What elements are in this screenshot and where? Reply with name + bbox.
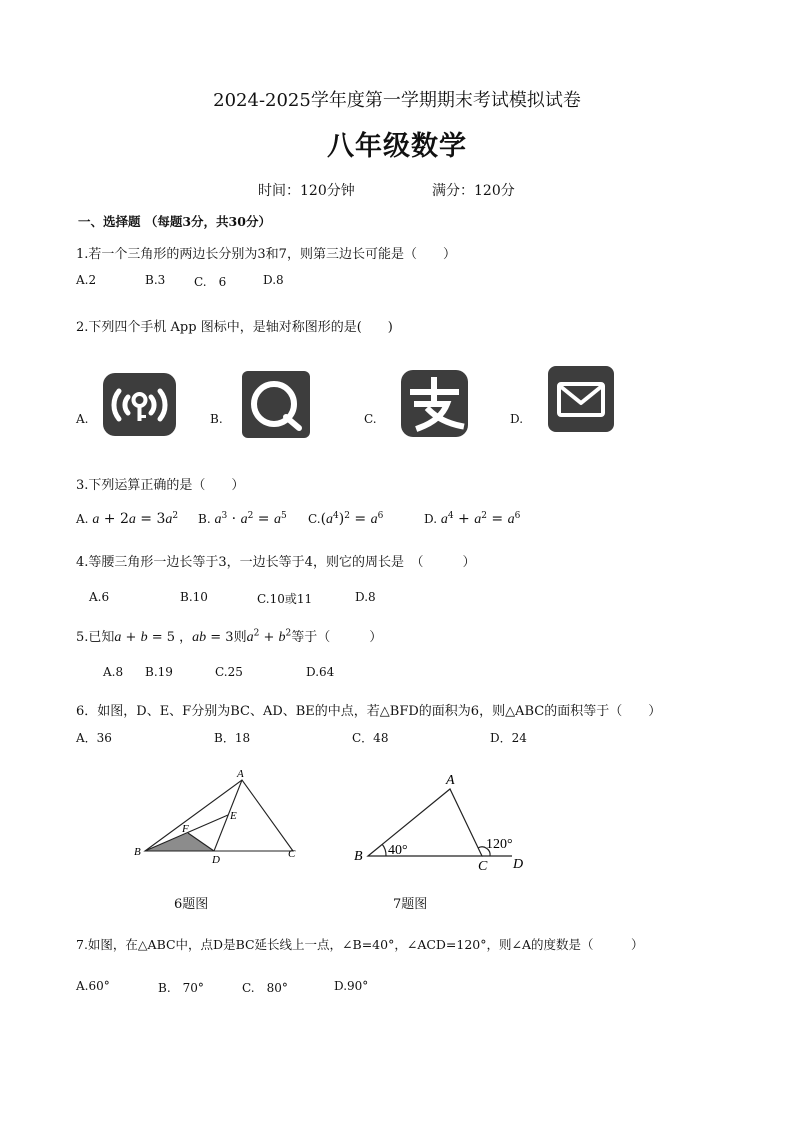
q7-option-a: A.60°	[76, 979, 110, 993]
q5-option-d: D.64	[306, 665, 335, 679]
q3-option-d: D. $a^4 + a^2 = a^6$	[424, 511, 521, 527]
angle-acd-label: 120°	[486, 837, 513, 852]
q7-option-c: C. 80°	[242, 981, 288, 995]
q2-option-d: D.	[510, 412, 524, 426]
q5-option-a: A.8	[103, 665, 124, 679]
full-score: 满分：120分	[432, 183, 515, 199]
q3-option-a-expr: a	[92, 512, 100, 527]
q2-option-a: A.	[76, 412, 89, 426]
q4-option-d: D.8	[355, 590, 376, 604]
q6-option-a: A．36	[76, 731, 112, 745]
q3-option-a: A. $a + 2a = 3a^2$	[76, 511, 179, 527]
alipay-icon	[401, 370, 468, 437]
q1-option-b: B.3	[145, 273, 166, 287]
q3-option-d-label: D.	[424, 512, 438, 526]
exam-title: 2024-2025学年度第一学期期末考试模拟试卷	[213, 90, 581, 111]
label-d: D	[212, 854, 220, 866]
q4-option-b: B.10	[180, 590, 208, 604]
q3-option-c: $C.(a^4)^2 = a^6$	[308, 511, 384, 527]
label-e: E	[230, 810, 237, 822]
question-6-stem: 6．如图，D、E、F分别为BC、AD、BE的中点，若△BFD的面积为6，则△ABC的面积等于（ ）	[76, 704, 662, 719]
figure-7-triangle	[350, 768, 535, 878]
label-a: A	[237, 768, 244, 780]
q5-option-b: B.19	[145, 665, 173, 679]
q6-option-c: C．48	[352, 731, 389, 745]
q6-option-b: B．18	[214, 731, 251, 745]
q3-option-b: B. $a^3 \cdot a^2 = a^5$	[198, 511, 287, 527]
q3-option-c-label: C.	[308, 512, 321, 526]
q1-option-d: D.8	[263, 273, 284, 287]
question-2-stem: 2.下列四个手机 App 图标中，是轴对称图形的是( )	[76, 320, 393, 335]
quark-search-icon	[242, 371, 310, 438]
figure-6-caption: 6题图	[174, 897, 209, 912]
question-1-stem: 1.若一个三角形的两边长分别为3和7，则第三边长可能是（ ）	[76, 247, 456, 262]
q2-option-c: C.	[364, 412, 377, 426]
angle-b-label: 40°	[388, 843, 408, 858]
subject-title: 八年级数学	[327, 131, 467, 162]
question-7-stem: 7.如图，在△ABC中，点D是BC延长线上一点，∠B=40°，∠ACD=120°，则∠A的度数是（ ）	[76, 937, 644, 952]
q1-option-c: C. 6	[194, 275, 227, 289]
question-3-stem: 3.下列运算正确的是（ ）	[76, 478, 245, 493]
label-c: C	[288, 848, 296, 860]
q4-option-c: C.10或11	[257, 592, 313, 606]
q1-option-a: A.2	[76, 273, 97, 287]
label-c: C	[478, 859, 488, 874]
label-f: F	[182, 823, 189, 835]
question-4-stem: 4.等腰三角形一边长等于3，一边长等于4，则它的周长是 （ ）	[76, 555, 476, 570]
mail-icon	[548, 366, 614, 432]
label-b: B	[134, 846, 141, 858]
label-b: B	[354, 849, 363, 864]
wifi-key-icon	[103, 373, 176, 436]
question-5-stem: 5.已知a + b = 5 ，ab = 3则$a^2 + b^2$等于（ ）	[76, 628, 383, 645]
q4-option-a: A.6	[89, 590, 110, 604]
q7-option-d: D.90°	[334, 979, 369, 993]
q3-option-b-label: B.	[198, 512, 211, 526]
q2-option-b: B.	[210, 412, 223, 426]
q5-option-c: C.25	[215, 665, 243, 679]
section-heading: 一、选择题 （每题3分，共30分）	[78, 214, 271, 229]
label-d: D	[513, 857, 524, 872]
q3-option-a-label: A.	[76, 512, 89, 526]
q7-option-b: B. 70°	[158, 981, 204, 995]
q6-option-d: D．24	[490, 731, 527, 745]
figure-7-caption: 7题图	[393, 897, 428, 912]
exam-time: 时间：120分钟	[258, 183, 355, 199]
figure-6-triangle	[130, 762, 310, 872]
label-a: A	[446, 773, 455, 788]
